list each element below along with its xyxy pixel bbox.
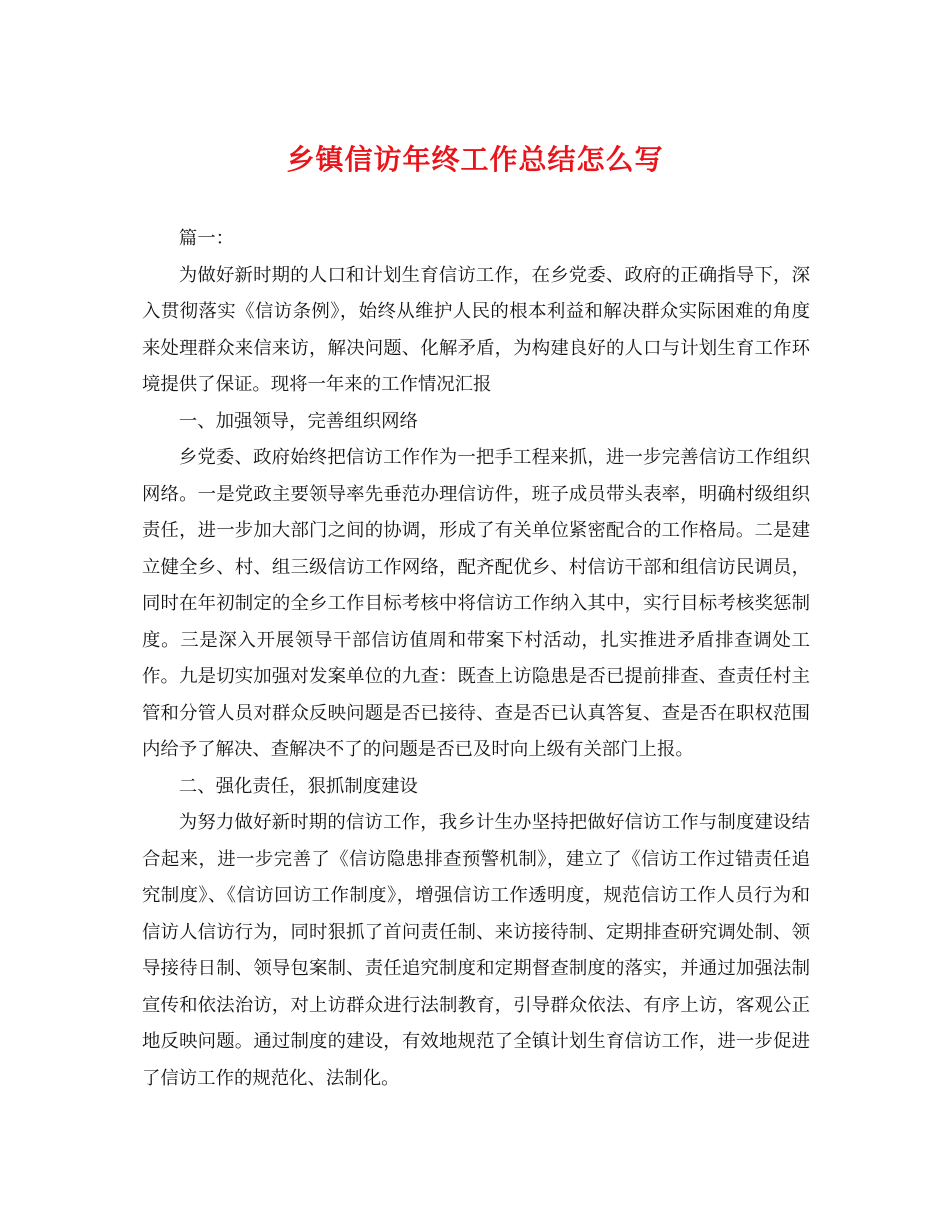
document-title: 乡镇信访年终工作总结怎么写 bbox=[286, 143, 664, 176]
intro-paragraph: 为做好新时期的人口和计划生育信访工作，在乡党委、政府的正确指导下，深入贯彻落实《信访条例》，始终从维护人民的根本利益和解决群众实际困难的角度来处理群众来信来访，解决问题、化解矛盾，为构建良好的人口与计划生育工作环境提供了保证。现将一年来的工作情况汇报 bbox=[142, 264, 810, 395]
section-1-paragraph: 乡党委、政府始终把信访工作作为一把手工程来抓，进一步完善信访工作组织网络。一是党政主要领导率先垂范办理信访件，班子成员带头表率，明确村级组织责任，进一步加大部门之间的协调，形成了有关单位紧密配合的工作格局。二是建立健全乡、村、组三级信访工作网络，配齐配优乡、村信访干部和组信访民调员，同时在年初制定的全乡工作目标考核中将信访工作纳入其中，实行目标考核奖惩制度。三是深入开展领导干部信访值周和带案下村活动，扎实推进矛盾排查调处工作。九是切实加强对发案单位的九查：既查上访隐患是否已提前排查、查责任村主管和分管人员对群众反映问题是否已接待、查是否已认真答复、查是否在职权范围内给予了解决、查解决不了的问题是否已及时向上级有关部门上报。 bbox=[142, 447, 810, 760]
section-heading-1: 一、加强领导，完善组织网络 bbox=[178, 410, 418, 432]
section-label-pian-yi: 篇一： bbox=[178, 228, 234, 249]
document-body bbox=[142, 221, 810, 1097]
section-2-paragraph: 为努力做好新时期的信访工作，我乡计生办坚持把做好信访工作与制度建设结合起来，进一步完善了《信访隐患排查预警机制》，建立了《信访工作过错责任追究制度》、《信访回访工作制度》，增强信访工作透明度，规范信访工作人员行为和信访人信访行为，同时狠抓了首问责任制、来访接待制、定期排查研究调处制、领导接待日制、领导包案制、责任追究制度和定期督查制度的落实，并通过加强法制宣传和依法治访，对上访群众进行法制教育，引导群众依法、有序上访，客观公正地反映问题。通过制度的建设，有效地规范了全镇计划生育信访工作，进一步促进了信访工作的规范化、法制化。 bbox=[142, 812, 810, 1089]
section-heading-2: 二、强化责任，狠抓制度建设 bbox=[178, 775, 418, 797]
